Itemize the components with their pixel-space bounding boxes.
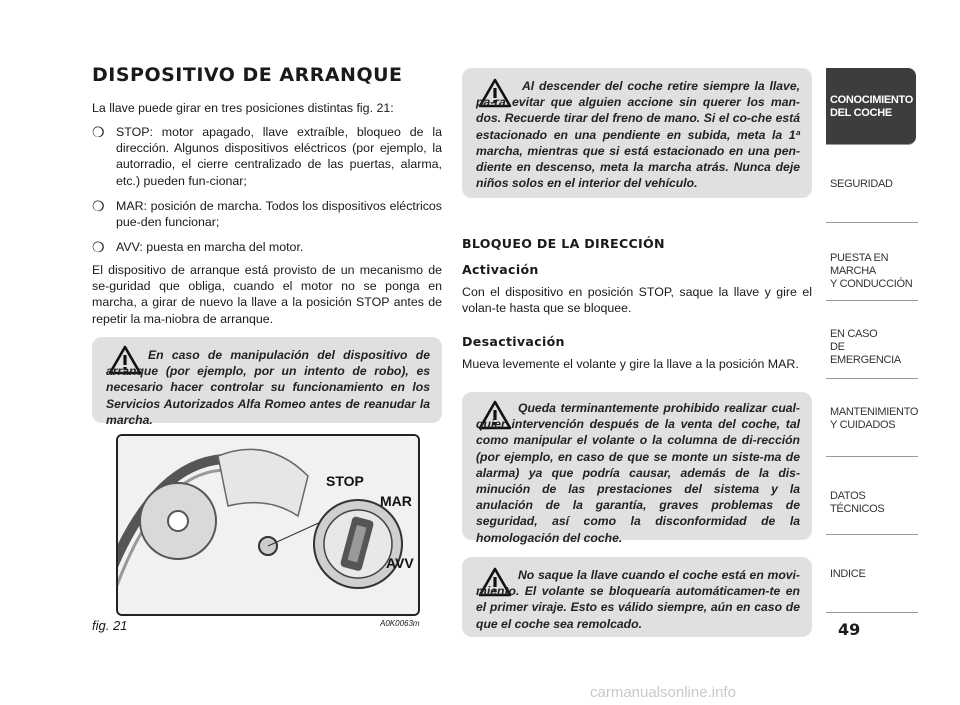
watermark: carmanualsonline.info — [590, 684, 736, 701]
figure-caption: fig. 21 — [92, 618, 128, 633]
bullet-circle-icon: ❍ — [92, 197, 105, 214]
page-number: 49 — [838, 620, 861, 639]
deactivation-text: Mueva levemente el volante y gire la llave a la posición MAR. — [462, 357, 799, 371]
warning-box-key-removal — [462, 557, 812, 637]
warning-text: En caso de manipulación del dispositivo de arranque (por ejemplo, por un intento de robo), es necesario hacer controlar su funcionamiento en los Servicios Autorizados Alfa Romeo antes de reanudar la marcha. — [106, 348, 430, 427]
warning-text: Queda terminantemente prohibido realizar cual-quier intervención después de la venta del coche, tal como manipular el volante o la columna de di-rección (por ejemplo, en caso de que se monte un siste-ma de alarma) ya que podría causar, además de la dis-minución de las prestaciones del sistema y la anulación de la garantía, graves problemas de seguridad, así como la disconformidad de la homologación del coche. — [476, 401, 800, 545]
warning-box-leaving-car — [462, 68, 812, 198]
safety-paragraph: El dispositivo de arranque está provisto de un mecanismo de se-guridad que obliga, cuando el motor no se ponga en marcha, a girar de nuevo la llave a la posición STOP antes de repetir la ma-niobra de arranque. — [92, 263, 442, 326]
activation-title: Activación — [462, 262, 539, 277]
list-item: ❍ MAR: posición de marcha. Todos los dispositivos eléctricos pue-den funcionar; — [92, 197, 442, 230]
ignition-figure — [116, 434, 420, 616]
warning-box-prohibited — [462, 392, 812, 545]
chapter-tabs — [826, 68, 960, 608]
mar-label: MAR — [380, 493, 412, 509]
key-positions-list — [92, 124, 442, 264]
tab-conocimiento-del-coche[interactable]: CONOCIMIENTO DEL COCHE — [826, 68, 916, 145]
tab-indice[interactable]: INDICE — [826, 536, 918, 613]
ignition-illustration — [118, 436, 418, 614]
stop-label: STOP — [326, 473, 364, 489]
tab-puesta-en-marcha[interactable]: PUESTA EN MARCHA Y CONDUCCIÓN — [826, 224, 918, 301]
bullet-circle-icon: ❍ — [92, 124, 105, 140]
list-item: ❍ AVV: puesta en marcha del motor. — [92, 239, 304, 256]
warning-text: No saque la llave cuando el coche está en movi-miento. El volante se bloquearía automáticamen-te en el primer viraje. Esto es válido siempre, aún en caso de que el coche sea remolcado. — [476, 568, 800, 631]
bullet-circle-icon: ❍ — [92, 239, 105, 256]
warning-box-tampering — [92, 337, 442, 427]
deactivation-title: Desactivación — [462, 334, 565, 349]
intro-text: La llave puede girar en tres posiciones distintas fig. 21: — [92, 101, 394, 115]
list-item: ❍ STOP: motor apagado, llave extraíble, bloqueo de la dirección. Algunos dispositivos eléctricos (por ejemplo, la autorradio, el cierre centralizado de las puertas, alarma, etc.) pueden fun-cionar; — [92, 124, 442, 188]
tab-mantenimiento[interactable]: MANTENIMIENTO Y CUIDADOS — [826, 380, 918, 457]
tab-datos-tecnicos[interactable]: DATOS TÉCNICOS — [826, 458, 918, 535]
page-title: DISPOSITIVO DE ARRANQUE — [92, 64, 403, 86]
tab-en-caso-de-emergencia[interactable]: EN CASO DE EMERGENCIA — [826, 302, 918, 379]
figure-code: A0K0063m — [380, 619, 420, 628]
tab-seguridad[interactable]: SEGURIDAD — [826, 146, 918, 223]
section-title: BLOQUEO DE LA DIRECCIÓN — [462, 236, 665, 251]
avv-label: AVV — [386, 555, 414, 571]
activation-text: Con el dispositivo en posición STOP, saque la llave y gire el volan-te hasta que se bloquee. — [462, 285, 812, 316]
warning-text: Al descender del coche retire siempre la llave, pa-ra evitar que alguien accione sin querer los man-dos. Recuerde tirar del freno de mano. Si el co-che está estacionado en una pendiente en subida, meta la 1ª marcha, mientras que si está estacionado en una pen-diente en descenso, meta la marcha atrás. Nunca deje niños solos en el interior del vehículo. — [476, 79, 800, 191]
